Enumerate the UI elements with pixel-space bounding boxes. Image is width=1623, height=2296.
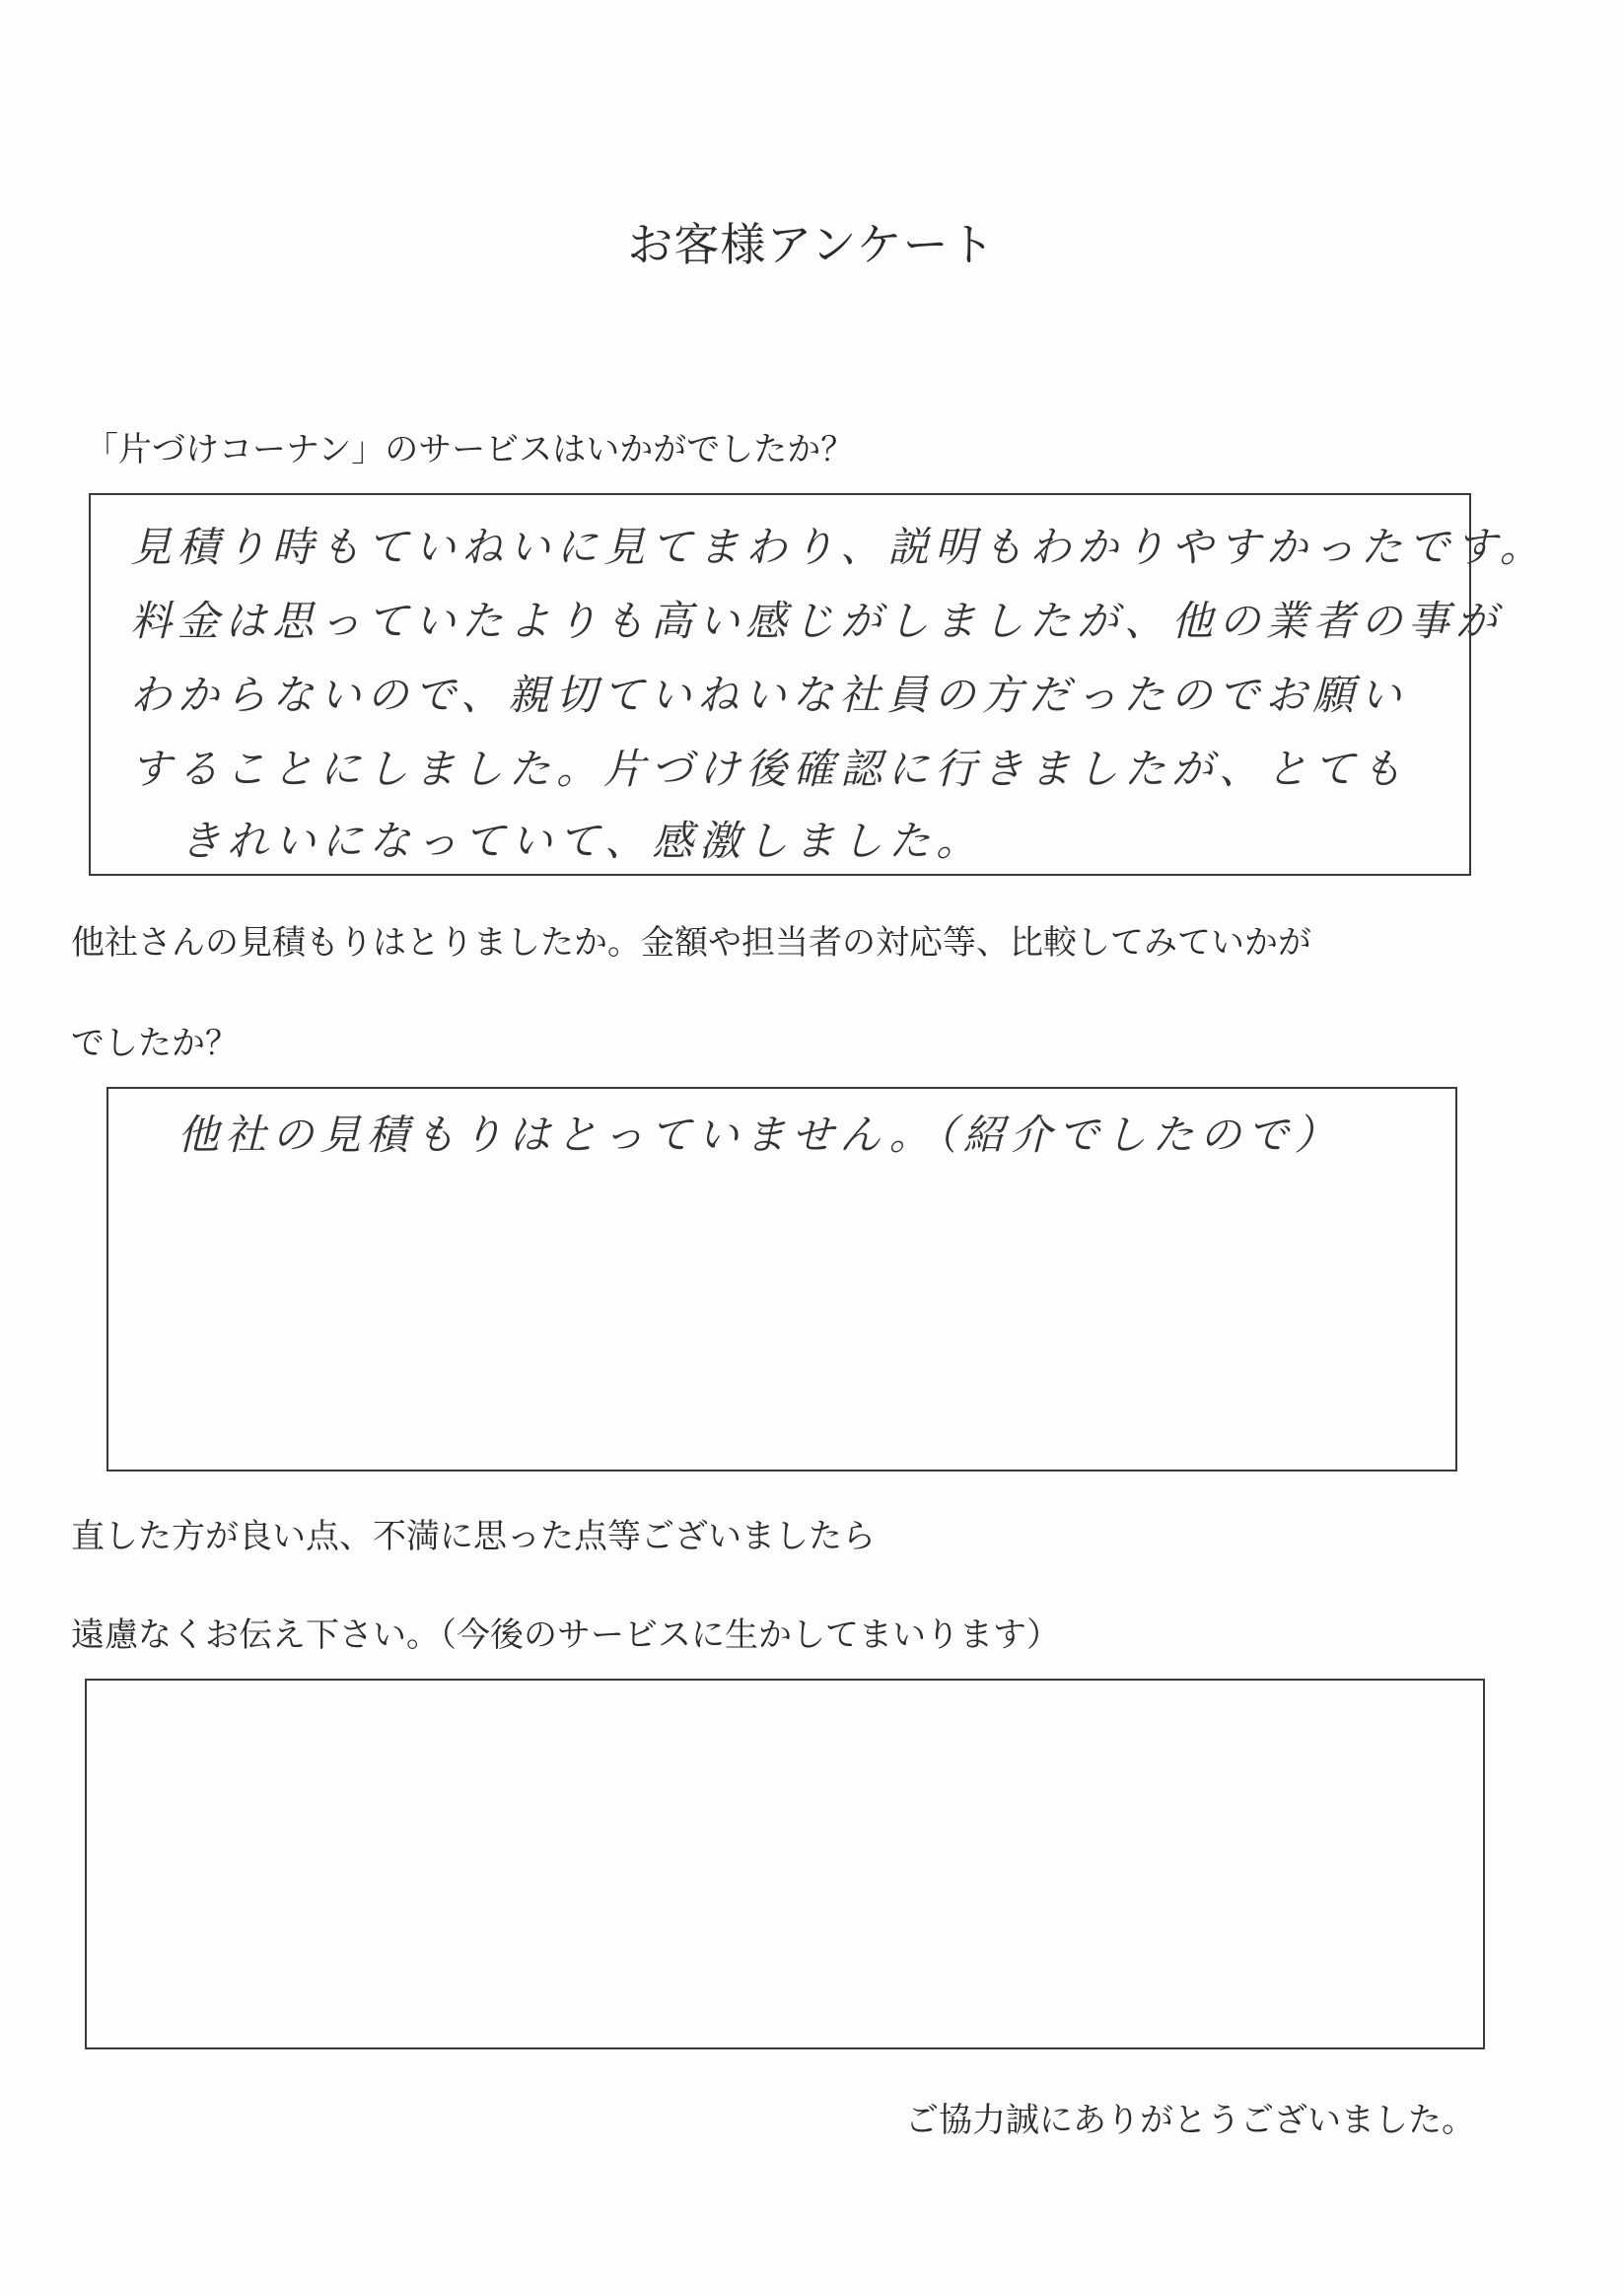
question-2-text-line-2: でしたか？	[71, 1024, 239, 1063]
handwritten-line: きれいになっていて、感激しました。	[179, 817, 984, 865]
question-3-text-line-2: 遠慮なくお伝え下さい。（今後のサービスに生かしてまいります）	[71, 1615, 1060, 1655]
handwritten-line: わからないので、親切ていねいな社員の方だったのでお願い	[130, 671, 1408, 719]
question-1-text: 「片づけコーナン」のサービスはいかがでしたか？	[85, 430, 855, 469]
thank-you-note: ご協力誠にありがとうございました。	[905, 2101, 1475, 2140]
answer-box-3	[85, 1679, 1485, 2049]
handwritten-line: 他社の見積もりはとっていません。（紹介でしたので）	[177, 1111, 1342, 1159]
handwritten-line: することにしました。片づけ後確認に行きましたが、とても	[130, 745, 1409, 793]
question-3-text-line-1: 直した方が良い点、不満に思った点等ございましたら	[71, 1517, 876, 1556]
survey-title: お客様アンケート	[627, 218, 996, 271]
handwritten-line: 見積り時もていねいに見てまわり、説明もわかりやすかったです。	[130, 523, 1547, 571]
answer-box-1	[89, 493, 1547, 876]
handwritten-line: 料金は思っていたよりも高い感じがしましたが、他の業者の事が	[130, 597, 1504, 645]
question-2-text-line-1: 他社さんの見積もりはとりましたか。金額や担当者の対応等、比較してみていかが	[71, 923, 1311, 963]
answer-box-2	[106, 1087, 1457, 1471]
